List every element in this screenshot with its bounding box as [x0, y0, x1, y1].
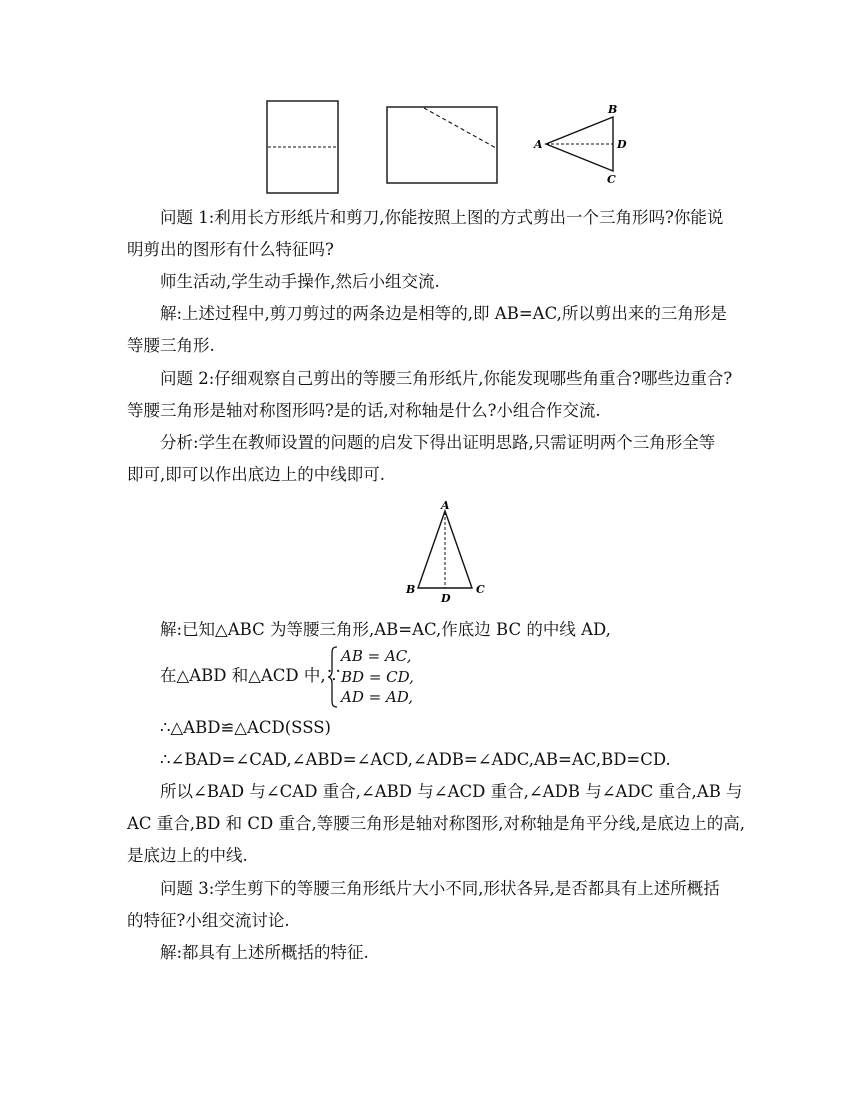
question-2-line-2: 等腰三角形是轴对称图形吗?是的话,对称轴是什么?小组合作交流.	[127, 401, 601, 420]
label-d: D	[441, 592, 451, 605]
left-brace-icon	[327, 646, 339, 708]
label-a: A	[534, 138, 543, 151]
label-a: A	[441, 499, 450, 512]
rectangle-folded-figure	[266, 100, 340, 196]
summary-line-1: 所以∠BAD 与∠CAD 重合,∠ABD 与∠ACD 重合,∠ADB 与∠ADC 重合,AB 与	[160, 782, 743, 801]
question-3-line-1: 问题 3:学生剪下的等腰三角形纸片大小不同,形状各异,是否都具有上述所概括	[160, 879, 720, 898]
summary-line-3: 是底边上的中线.	[127, 846, 248, 865]
analysis-line-1: 分析:学生在教师设置的问题的启发下得出证明思路,只需证明两个三角形全等	[160, 433, 716, 452]
answer-1-line-1: 解:上述过程中,剪刀剪过的两条边是相等的,即 AB=AC,所以剪出来的三角形是	[160, 304, 727, 323]
answer-1-line-2: 等腰三角形.	[127, 336, 215, 355]
rectangle-outline	[267, 101, 338, 193]
system-lead-text: 在△ABD 和△ACD 中,∵	[160, 666, 343, 685]
equation-3: AD = AD,	[341, 688, 414, 706]
label-b: B	[608, 103, 618, 116]
conclusion-line: ∴∠BAD=∠CAD,∠ABD=∠ACD,∠ADB=∠ADC,AB=AC,BD=CD.	[160, 750, 671, 769]
summary-line-2: AC 重合,BD 和 CD 重合,等腰三角形是轴对称图形,对称轴是角平分线,是底边上的高,	[127, 814, 745, 833]
question-2-line-1: 问题 2:仔细观察自己剪出的等腰三角形纸片,你能发现哪些角重合?哪些边重合?	[160, 369, 733, 388]
equation-lines	[341, 646, 414, 708]
question-3-line-2: 的特征?小组交流讨论.	[127, 911, 290, 930]
equation-2: BD = CD,	[341, 667, 414, 686]
rectangle-outline	[387, 107, 497, 183]
label-d: D	[617, 138, 627, 151]
solution-intro: 解:已知△ABC 为等腰三角形,AB=AC,作底边 BC 的中线 AD,	[160, 620, 611, 639]
rectangle-cut-figure	[386, 106, 499, 186]
question-1-line-1: 问题 1:利用长方形纸片和剪刀,你能按照上图的方式剪出一个三角形吗?你能说	[160, 208, 724, 227]
congruence-line: ∴△ABD≌△ACD(SSS)	[160, 718, 331, 737]
analysis-line-2: 即可,即可以作出底边上的中线即可.	[127, 465, 385, 484]
equation-1: AB = AC,	[341, 647, 412, 665]
cut-triangle-figure	[530, 100, 630, 186]
question-1-line-2: 明剪出的图形有什么特征吗?	[127, 240, 334, 259]
label-b: B	[406, 583, 416, 596]
label-c: C	[476, 583, 485, 596]
label-c: C	[607, 173, 616, 186]
answer-3-line: 解:都具有上述所概括的特征.	[160, 943, 369, 962]
isosceles-triangle-figure	[400, 498, 490, 606]
activity-line: 师生活动,学生动手操作,然后小组交流.	[160, 272, 440, 291]
cut-line	[424, 108, 496, 148]
